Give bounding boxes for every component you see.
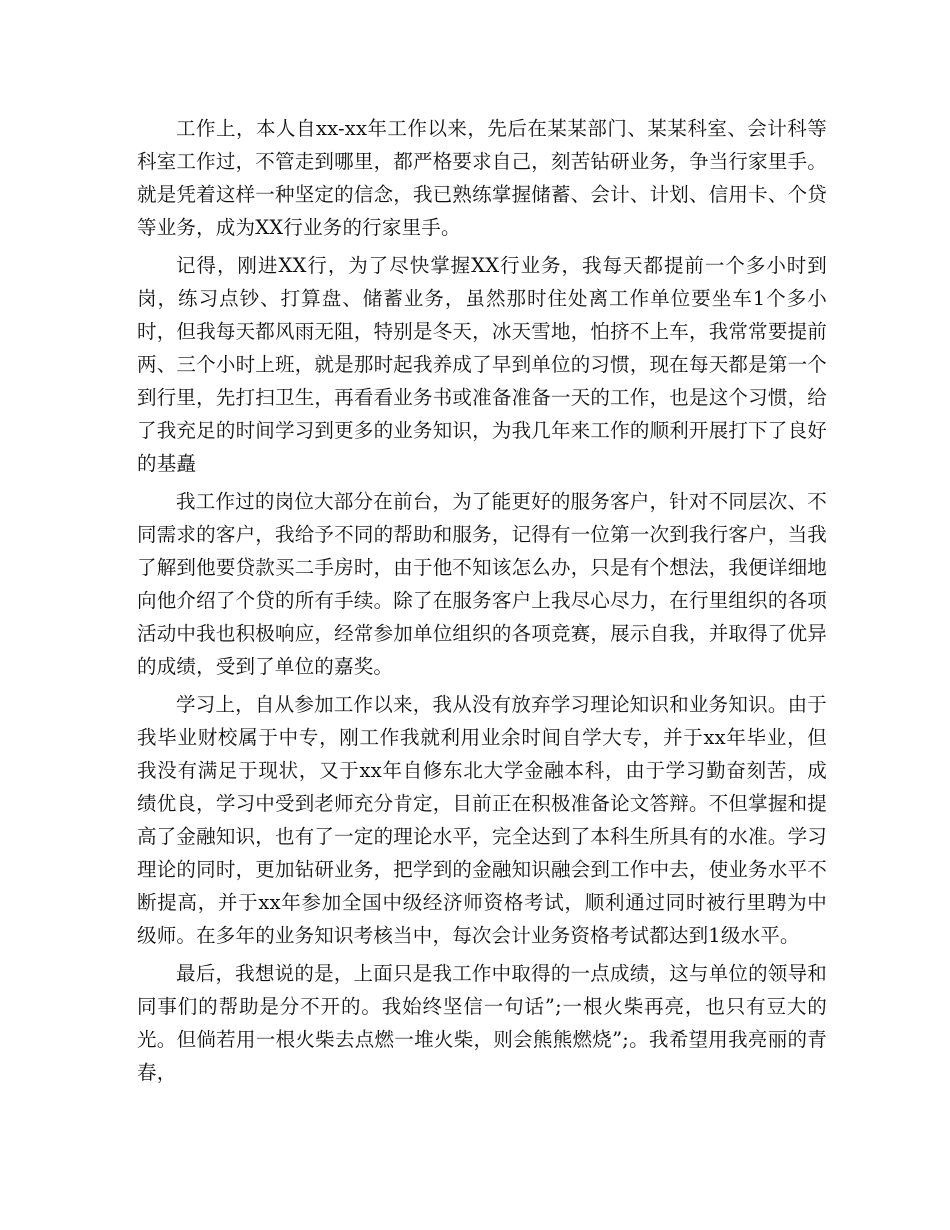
paragraph-memory: 记得，刚进XX行，为了尽快掌握XX行业务，我每天都提前一个多小时到岗，练习点钞、打算盘、储蓄业务，虽然那时住处离工作单位要坐车1个多小时，但我每天都风雨无阻，特别是冬天，冰天雪地，怕挤不上车，我常常要提前两、三个小时上班，就是那时起我养成了早到单位的习惯，现在每天都是第一个到行里，先打扫卫生，再看看业务书或准备准备一天的工作，也是这个习惯，给了我充足的时间学习到更多的业务知识，为我几年来工作的顺利开展打下了良好的基矗: [137, 254, 827, 475]
paragraph-work: 工作上，本人自xx-xx年工作以来，先后在某某部门、某某科室、会计科等科室工作过，不管走到哪里，都严格要求自己，刻苦钻研业务，争当行家里手。就是凭着这样一种坚定的信念，我已熟练掌握储蓄、会计、计划、信用卡、个贷等业务，成为XX行业务的行家里手。: [137, 117, 827, 239]
paragraph-study: 学习上，自从参加工作以来，我从没有放弃学习理论知识和业务知识。由于我毕业财校属于中专，刚工作我就利用业余时间自学大专，并于xx年毕业，但我没有满足于现状，又于xx年自修东北大学金融本科，由于学习勤奋刻苦，成绩优良，学习中受到老师充分肯定，目前正在积极准备论文答辩。不但掌握和提高了金融知识，也有了一定的理论水平，完全达到了本科生所具有的水准。学习理论的同时，更加钻研业务，把学到的金融知识融会到工作中去，使业务水平不断提高，并于xx年参加全国中级经济师资格考试，顺利通过同时被行里聘为中级师。在多年的业务知识考核当中，每次会计业务资格考试都达到1级水平。: [137, 693, 827, 947]
document-body: [137, 112, 827, 1094]
paragraph-service: 我工作过的岗位大部分在前台，为了能更好的服务客户，针对不同层次、不同需求的客户，我给予不同的帮助和服务，记得有一位第一次到我行客户，当我了解到他要贷款买二手房时，由于他不知该怎么办，只是有个想法，我便详细地向他介绍了个贷的所有手续。除了在服务客户上我尽心尽力，在行里组织的各项活动中我也积极响应，经常参加单位组织的各项竞赛，展示自我，并取得了优异的成绩，受到了单位的嘉奖。: [137, 490, 827, 678]
paragraph-conclusion: 最后，我想说的是，上面只是我工作中取得的一点成绩，这与单位的领导和同事们的帮助是分不开的。我始终坚信一句话”;一根火柴再亮，也只有豆大的光。但倘若用一根火柴去点燃一堆火柴，则会熊熊燃烧”;。我希望用我亮丽的青春，: [137, 962, 827, 1084]
